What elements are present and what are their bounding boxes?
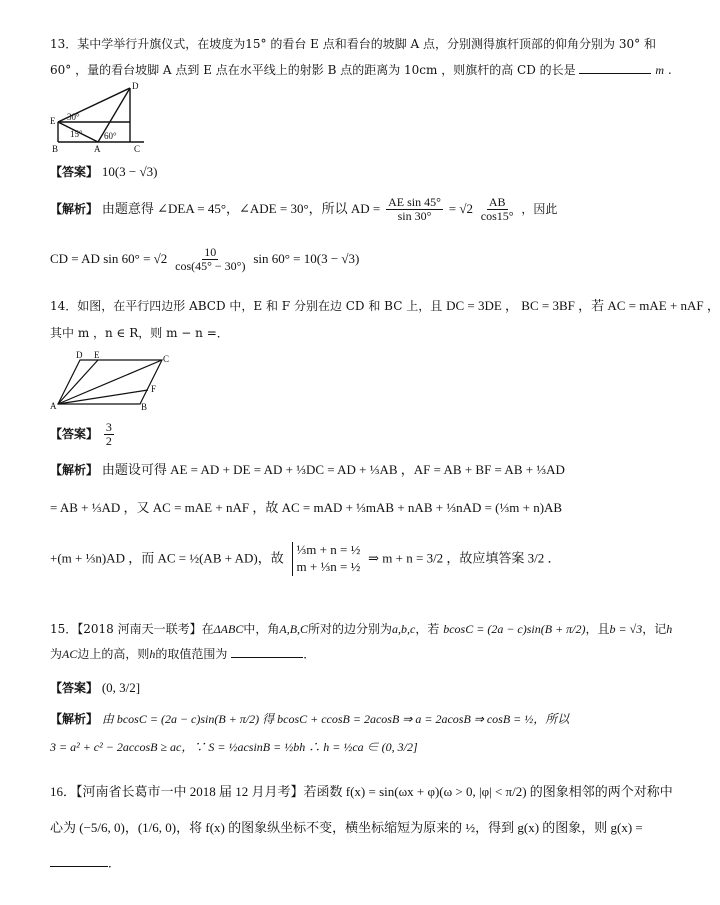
q14-analysis-line3 [50,542,561,576]
q16-line1 [50,784,673,801]
q13-analysis1-frac2 [479,196,516,223]
q15-line1-f: ，记 [642,622,667,636]
q13-analysis1-frac2-den: cos15° [480,209,514,224]
q13-analysis2-frac-den: cos(45° − 30°) [175,259,246,274]
q14-analysis3-a: +(m + ⅓n)AD ，而 AC = ½(AB + AD)，故 [50,550,284,566]
q15-sides: a,b,c [392,622,416,636]
q14-analysis2: = AB + ⅓AD ，又 AC = mAE + nAF ，故 AC = mAD + ⅓mAB + nAB + ⅓nAD = (⅓m + n)AB [50,500,563,515]
q14-answer-label: 【答案】 [50,427,99,442]
q14-sys1: ⅓m + n = ½ [296,542,361,557]
q14-line1 [50,298,720,315]
q15-h2: h [149,647,156,661]
q13-analysis2-a: CD = AD sin 60° = √2 [50,251,168,267]
q14-fig-label-d: D [76,350,83,360]
q15-line2-b: 边上的高，则 [77,647,150,661]
q13-fig-label-d: D [132,81,139,91]
q14-answer-frac [104,421,114,448]
q13-unit: m [655,63,664,77]
q13-analysis1-frac2-num: AB [488,195,506,209]
q15-line2-a: 为 [50,647,63,661]
q16-line2 [50,820,643,837]
q14-line2: 其中 m ，n ∈ R，则 m − n =． [50,326,229,340]
q13-fig-label-e: E [50,116,56,126]
q15-period: ． [303,647,316,661]
q15-line2-c: 的取值范围为 [155,647,228,661]
q15-line1-c: 所对的边分别为 [308,622,393,636]
q14-sys2: m + ⅓n = ½ [296,558,361,574]
q14-system [292,542,361,576]
q13-analysis1-mid: = √2 [448,201,473,217]
q15-line1-a: 15．【2018 河南天一联考】在 [50,622,214,636]
q16-line1-text: 16．【河南省长葛市一中 2018 届 12 月月考】若函数 f(x) = sin(ωx + φ)(ω > 0, |φ| < π/2) 的图象相邻的两个对称中 [50,784,673,799]
q13-fig-label-30: 30° [67,112,80,122]
q13-analysis2-b: sin 60° = 10(3 − √3) [253,251,360,267]
q13-analysis1: 由题意得 ∠DEA = 45°，∠ADE = 30°，所以 AD = [101,201,381,217]
q15-tri: ΔABC [213,622,244,636]
q15-analysis2: 3 = a² + c² − 2accosB ≥ ac，∵ S = ½acsinB = ½bh ∴ h = ½ca ∈ (0, 3/2] [50,740,418,754]
q13-fig-label-b: B [52,144,59,154]
q15-analysis1: 由 bcosC = (2a − c)sin(B + π/2) 得 bcosC + ccosB = 2acosB ⇒ a = 2acosB ⇒ cosB = ½，所以 [101,712,570,726]
q13-analysis1-tail: ，因此 [521,202,558,217]
q13-fig-label-c: C [134,144,141,154]
q15-line1-b: 中，角 [243,622,280,636]
q13-analysis-line1 [50,196,557,223]
q14-fig-label-c: C [163,354,170,364]
q14-fig-label-b: B [141,402,148,412]
q14-analysis-line2 [50,500,562,517]
q14-answer-den: 2 [105,434,112,449]
q15-answer-blank [231,657,303,658]
q14-analysis-label: 【解析】 [50,463,99,477]
q13-period: . [667,63,672,77]
q13-line2-text: 60° ，量的看台坡脚 A 点到 E 点在水平线上的射影 B 点的距离为 10cm ，则旗杆的高 CD 的长是 [50,63,576,77]
q13-analysis2-frac [173,246,247,273]
q15-abc: A,B,C [279,622,309,636]
q13-answer: 10(3 − √3) [101,164,158,179]
q13-fig-label-60: 60° [104,131,117,141]
q13-analysis1-frac1-num: AE sin 45° [388,195,441,209]
q13-line2 [50,63,672,79]
q14-line1-b: DC = 3DE ， BC = 3BF ，若 AC = mAE + nAF ， [446,298,720,313]
q13-analysis-label: 【解析】 [50,202,99,217]
q15-answer-line [50,680,140,697]
q15-ac: AC [62,647,78,661]
q13-figure [50,82,150,154]
q14-fig-label-a: A [50,401,57,411]
q15-analysis-line2 [50,740,418,756]
q16-line3 [50,856,120,872]
q16-line3-text: ． [108,856,121,870]
q15-line2 [50,647,315,663]
q14-analysis1: 由题设可得 AE = AD + DE = AD + ⅓DC = AD + ⅓AB ，AF = AB + BF = AB + ⅓AD [101,462,565,477]
q16-line2-text: 心为 (−5/6, 0)，(1/6, 0)，将 f(x) 的图象纵坐标不变，横坐标缩短为原来的 ½，得到 g(x) 的图象，则 g(x) = [50,820,643,835]
q14-fig-label-e: E [94,350,100,360]
q14-answer-num: 3 [105,420,112,434]
q15-cond: bcosC = (2a − c)sin(B + π/2) [443,622,586,636]
q14-figure [50,348,168,410]
q13-analysis2-frac-num: 10 [204,245,217,259]
q14-fig-label-f: F [151,384,157,394]
q13-fig-label-a: A [94,144,101,154]
q15-answer: (0, 3/2] [101,680,141,695]
q13-analysis1-frac1-den: sin 30° [397,209,432,224]
q16-answer-blank [50,866,108,867]
q15-bval: b = √3 [609,622,643,636]
q13-analysis-line2 [50,246,359,273]
q15-line1-e: ，且 [585,622,610,636]
q13-line1: 13．某中学举行升旗仪式，在坡度为15° 的看台 E 点和看台的坡脚 A 点，分别测得旗杆顶部的仰角分别为 30° 和 [50,37,656,51]
q13-analysis1-frac1 [386,196,443,223]
q15-answer-label: 【答案】 [50,681,99,695]
q15-h: h [666,622,673,636]
q15-analysis-line1 [50,712,569,728]
q15-line1 [50,622,672,638]
q15-line1-d: ，若 [415,622,440,636]
q13-answer-label: 【答案】 [50,165,99,179]
q13-answer-line [50,164,157,181]
q14-analysis-line1 [50,462,565,479]
q15-analysis-label: 【解析】 [50,712,99,726]
q14-answer-line [50,421,116,448]
q14-line1-a: 14．如图，在平行四边形 ABCD 中，E 和 F 分别在边 CD 和 BC 上，且 [50,299,443,313]
q13-fig-label-15: 15° [70,129,83,139]
q13-answer-blank [579,73,651,74]
q14-analysis3-b: ⇒ m + n = 3/2 ，故应填答案 3/2 ． [368,550,561,566]
